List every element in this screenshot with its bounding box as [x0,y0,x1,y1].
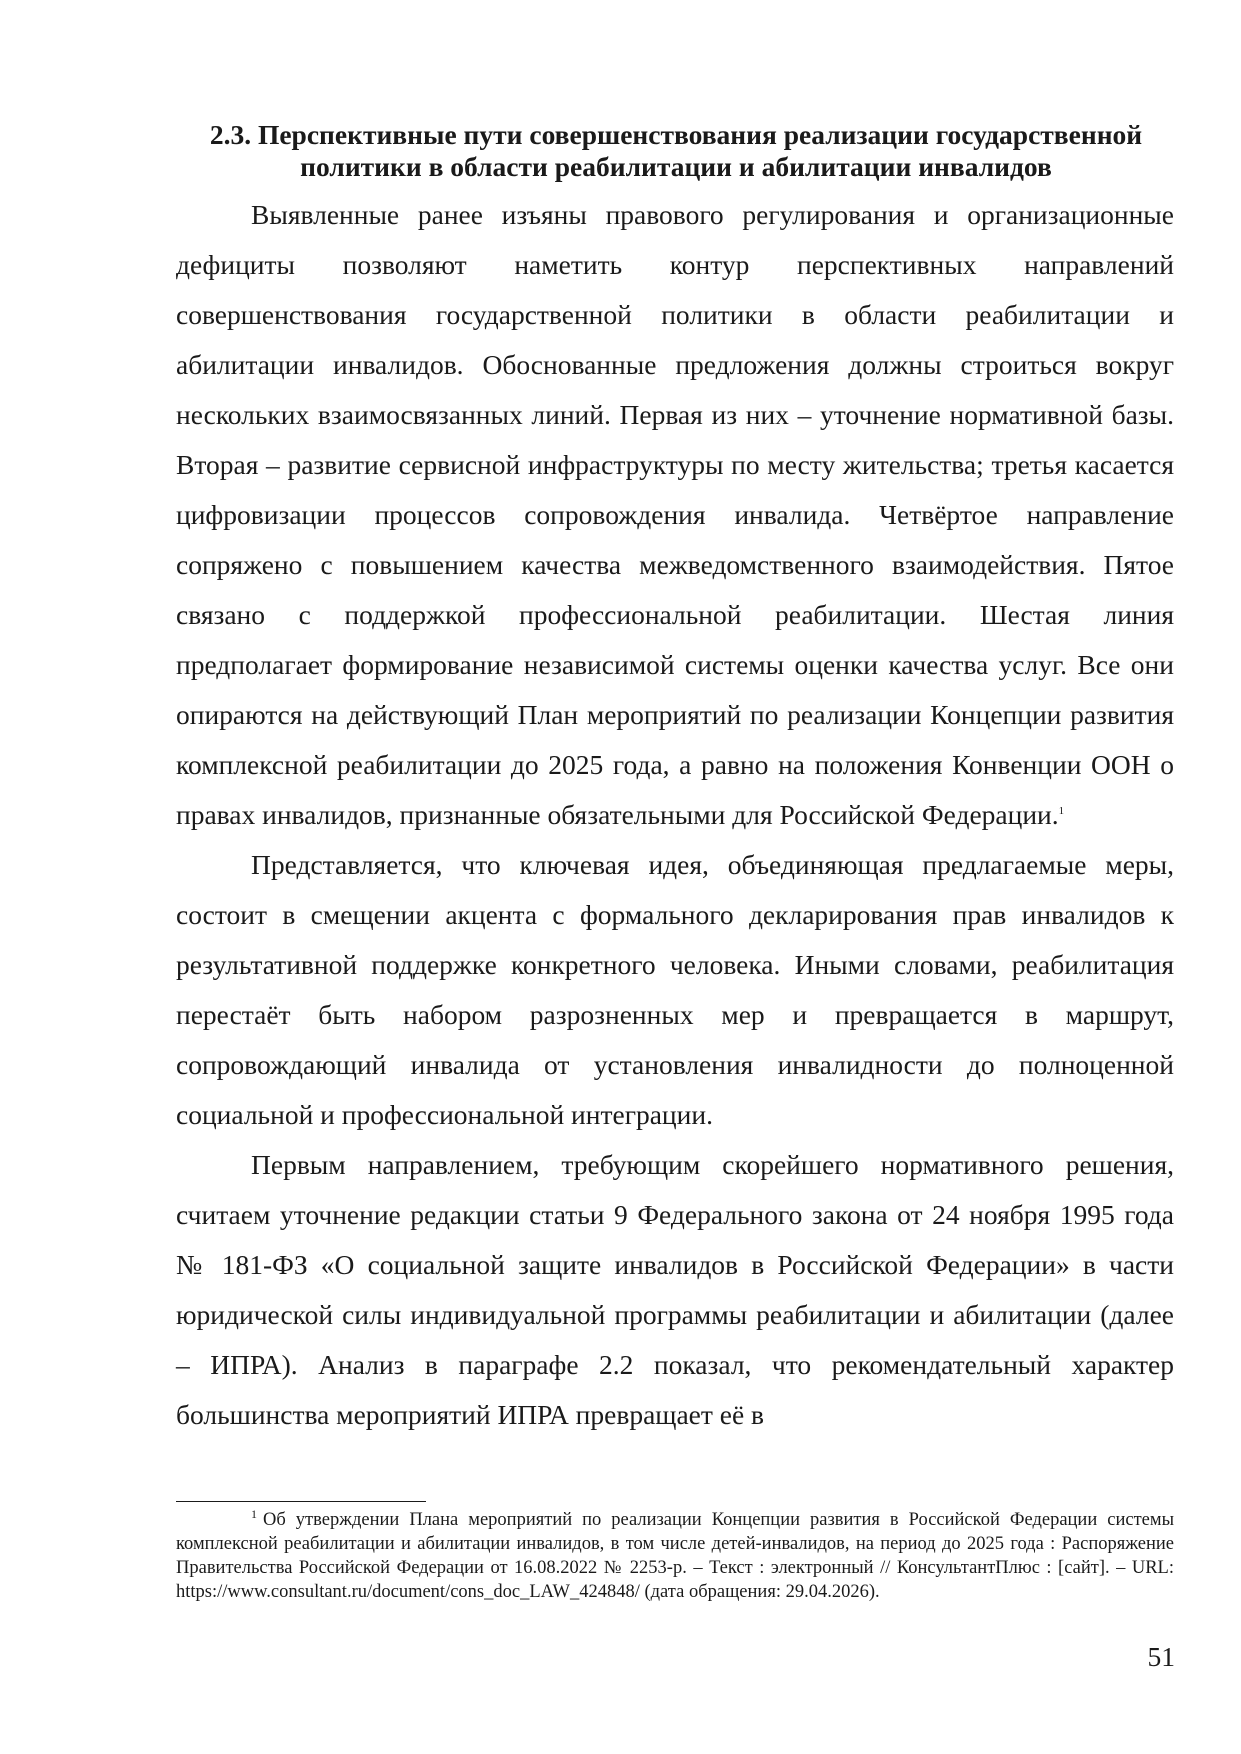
footnote-text: Об утверждении Плана мероприятий по реализации Концепции развития в Российской Федерации системы комплексной реабилитации и абилитации инвалидов, в том числе детей-инвалидов, на период до 2025 года : Распоряжение Правительства Российской Федерации от 16.08.2022 № 2253-р. – Текст : электронный // КонсультантПлюс : [сайт]. – URL: https://www.consultant.ru/document/cons_doc_LAW_424848/ (дата обращения: 29.04.2026). [176,1510,1174,1602]
footnote [176,1508,1174,1604]
footnote-reference[interactable]: 1 [1058,804,1065,817]
paragraph-1-text: Выявленные ранее изъяны правового регулирования и организационные дефициты позволяют наметить контур перспективных направлений совершенствования государственной политики в области реабилитации и абилитации инвалидов. Обоснованные предложения должны строиться вокруг нескольких взаимосвязанных линий. Первая из них – уточнение нормативной базы. Вторая – развитие сервисной инфраструктуры по месту жительства; третья касается цифровизации процессов сопровождения инвалида. Четвёртое направление сопряжено с повышением качества межведомственного взаимодействия. Пятое связано с поддержкой профессиональной реабилитации. Шестая линия предполагает формирование независимой системы оценки качества услуг. Все они опираются на действующий План мероприятий по реализации Концепции развития комплексной реабилитации до 2025 года, а равно на положения Конвенции ООН о правах инвалидов, признанные обязательными для Российской Федерации. [176,199,1174,830]
paragraph-1 [176,190,1174,840]
section-heading-line-1: 2.3. Перспективные пути совершенствования реализации государственной [209,119,1143,150]
footnote-separator [176,1501,426,1502]
paragraph-2: Представляется, что ключевая идея, объединяющая предлагаемые меры, состоит в смещении акцента с формального декларирования прав инвалидов к результативной поддержке конкретного человека. Иными словами, реабилитация перестаёт быть набором разрозненных мер и превращается в маршрут, сопровождающий инвалида от установления инвалидности до полноценной социальной и профессиональной интеграции. [176,849,1174,1130]
page-number: 51 [1147,1641,1175,1672]
body-text [176,190,1174,1440]
section-heading [176,119,1176,183]
section-heading-line-2: политики в области реабилитации и абилитации инвалидов [300,151,1052,182]
paragraph-3: Первым направлением, требующим скорейшего нормативного решения, считаем уточнение редакции статьи 9 Федерального закона от 24 ноября 1995 года № 181-ФЗ «О социальной защите инвалидов в Российской Федерации» в части юридической силы индивидуальной программы реабилитации и абилитации (далее – ИПРА). Анализ в параграфе 2.2 показал, что рекомендательный характер большинства мероприятий ИПРА превращает её в [176,1149,1174,1430]
footnote-number: 1 [251,1506,257,1521]
